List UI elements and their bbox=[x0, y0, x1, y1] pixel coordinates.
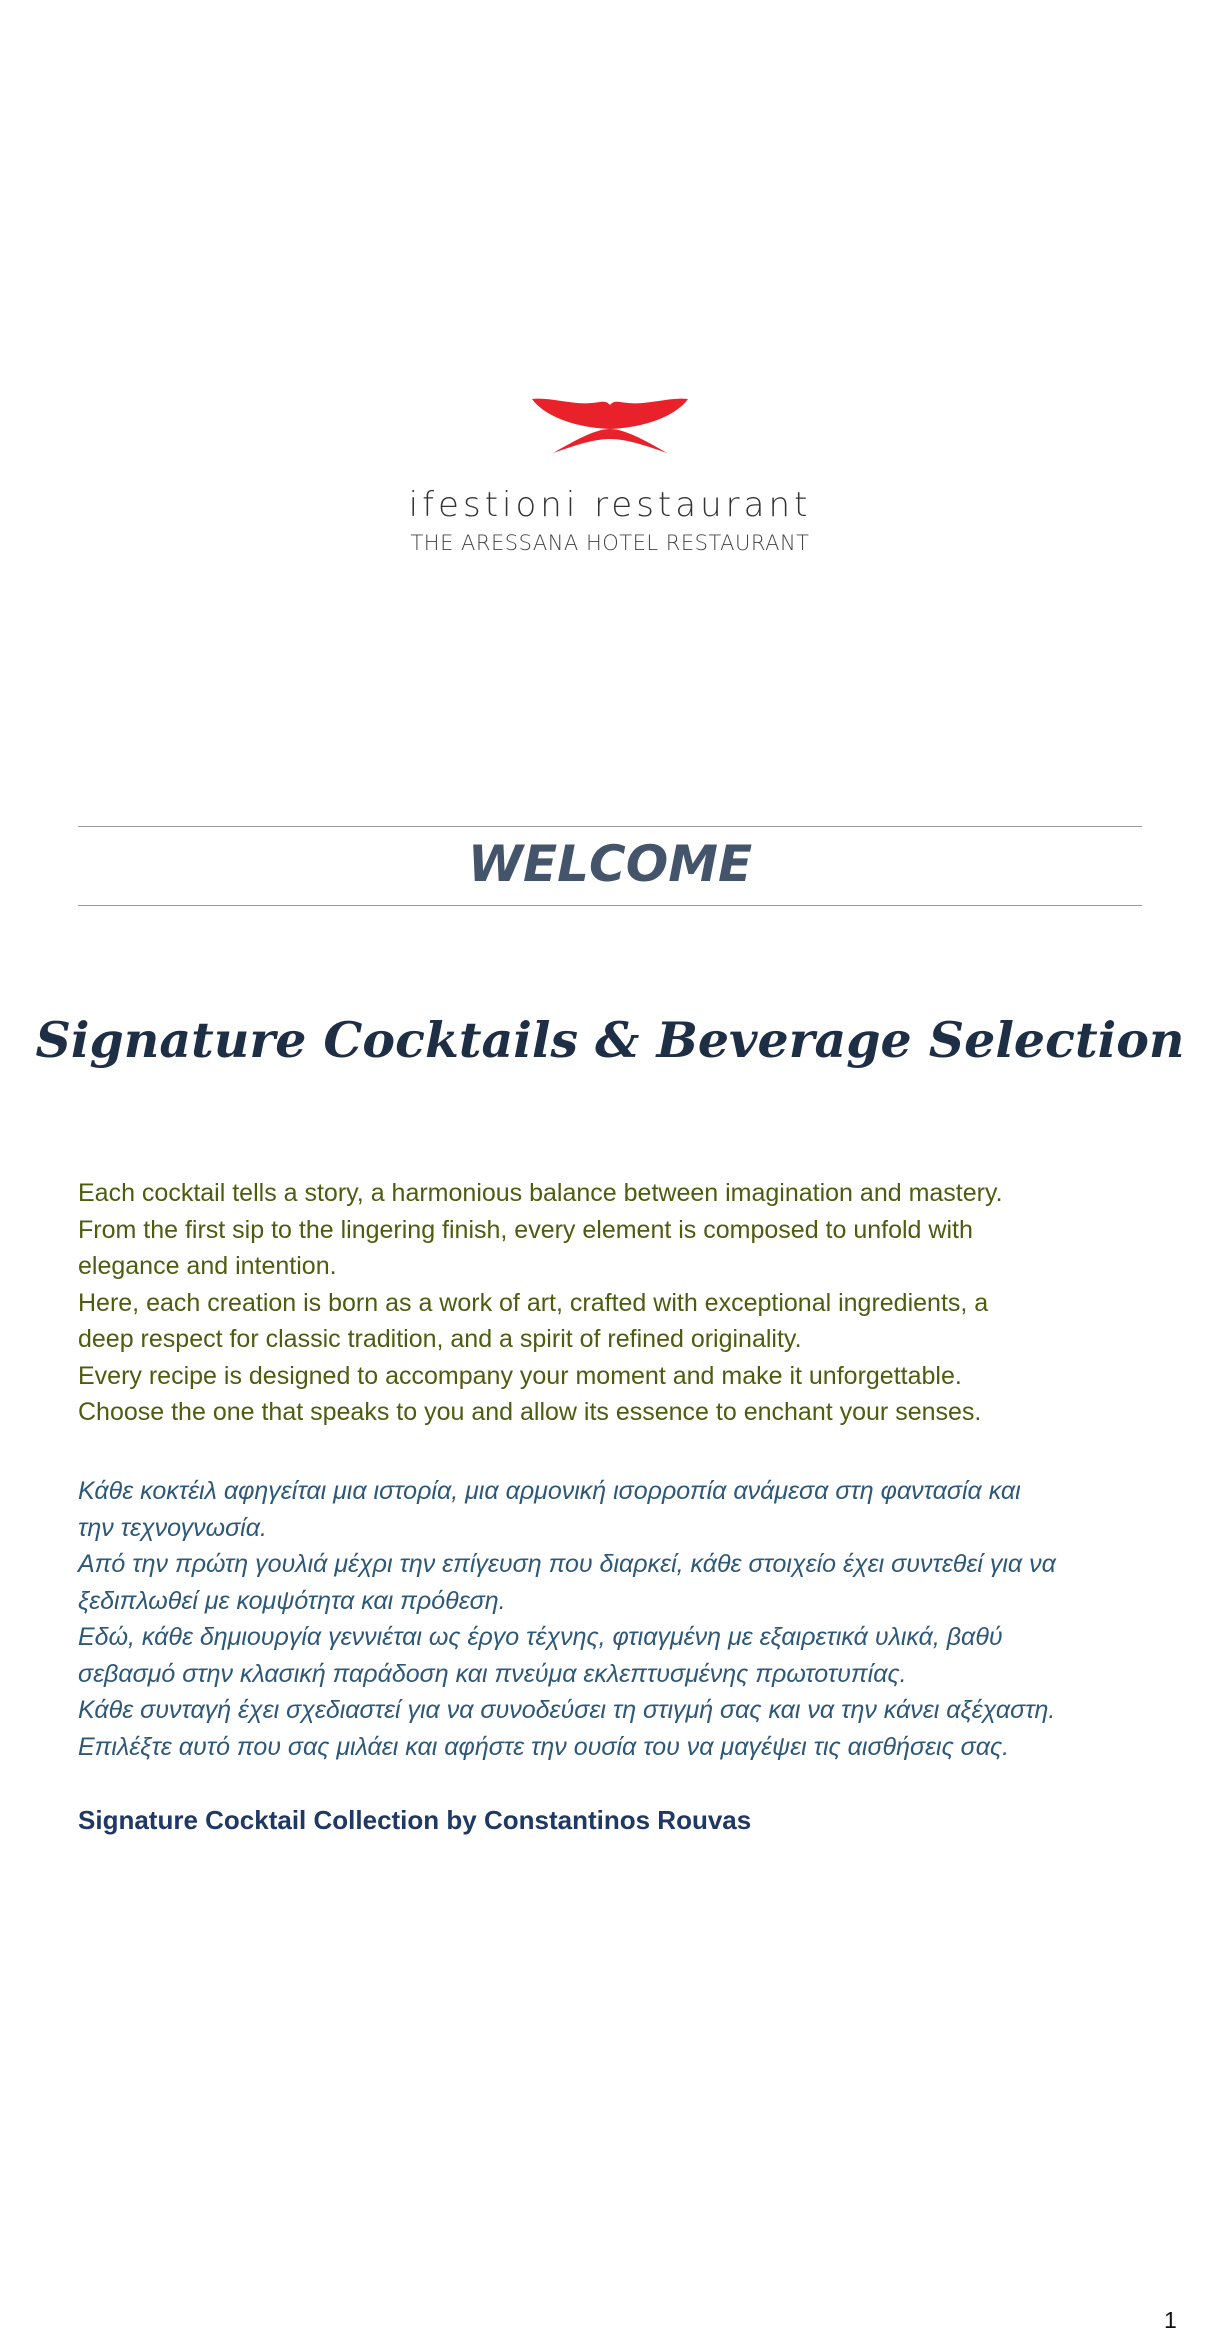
collection-credit: Signature Cocktail Collection by Constantinos Rouvas bbox=[78, 1805, 752, 1835]
intro-english bbox=[78, 1175, 1158, 1431]
welcome-top-divider bbox=[78, 826, 1142, 827]
intro-en-line: deep respect for classic tradition, and a spirit of refined originality. bbox=[78, 1325, 802, 1353]
intro-gr-line: Επιλέξτε αυτό που σας μιλάει και αφήστε την ουσία του να μαγέψει τις αισθήσεις σας. bbox=[78, 1732, 1010, 1761]
intro-en-line: Each cocktail tells a story, a harmonious balance between imagination and mastery. bbox=[78, 1179, 1003, 1207]
intro-greek bbox=[78, 1473, 1158, 1765]
intro-en-line: Here, each creation is born as a work of art, crafted with exceptional ingredients, a bbox=[78, 1288, 989, 1317]
intro-en-line: elegance and intention. bbox=[78, 1252, 337, 1280]
intro-en-line: Choose the one that speaks to you and allow its essence to enchant your senses. bbox=[78, 1398, 982, 1426]
page-number: 1 bbox=[1164, 2307, 1177, 2333]
red-lips-logo-icon bbox=[530, 395, 690, 459]
intro-gr-line: Εδώ, κάθε δημιουργία γεννιέται ως έργο τέχνης, φτιαγμένη με εξαιρετικά υλικά, βαθύ bbox=[78, 1623, 1003, 1651]
restaurant-name: ifestioni restaurant bbox=[408, 485, 812, 525]
intro-gr-line: την τεχνογνωσία. bbox=[78, 1513, 267, 1542]
restaurant-logo bbox=[0, 395, 1220, 557]
intro-en-line: Every recipe is designed to accompany your moment and make it unforgettable. bbox=[78, 1361, 962, 1390]
intro-gr-line: Από την πρώτη γουλιά μέχρι την επίγευση που διαρκεί, κάθε στοιχείο έχει συντεθεί για να bbox=[78, 1550, 1056, 1578]
welcome-heading: WELCOME bbox=[467, 835, 753, 893]
intro-gr-line: σεβασμό στην κλασική παράδοση και πνεύμα εκλεπτυσμένης πρωτοτυπίας. bbox=[78, 1659, 907, 1688]
restaurant-tagline: THE ARESSANA HOTEL RESTAURANT bbox=[410, 531, 810, 555]
welcome-bottom-divider bbox=[78, 905, 1142, 906]
intro-en-line: From the first sip to the lingering finish, every element is composed to unfold with bbox=[78, 1215, 973, 1244]
intro-gr-line: Κάθε κοκτέιλ αφηγείται μια ιστορία, μια αρμονική ισορροπία ανάμεσα στη φαντασία και bbox=[78, 1477, 1021, 1505]
intro-gr-line: Κάθε συνταγή έχει σχεδιαστεί για να συνοδεύσει τη στιγμή σας και να την κάνει αξέχαστη. bbox=[78, 1696, 1056, 1724]
menu-title: Signature Cocktails & Beverage Selection bbox=[35, 1011, 1185, 1069]
intro-gr-line: ξεδιπλωθεί με κομψότητα και πρόθεση. bbox=[78, 1586, 506, 1615]
